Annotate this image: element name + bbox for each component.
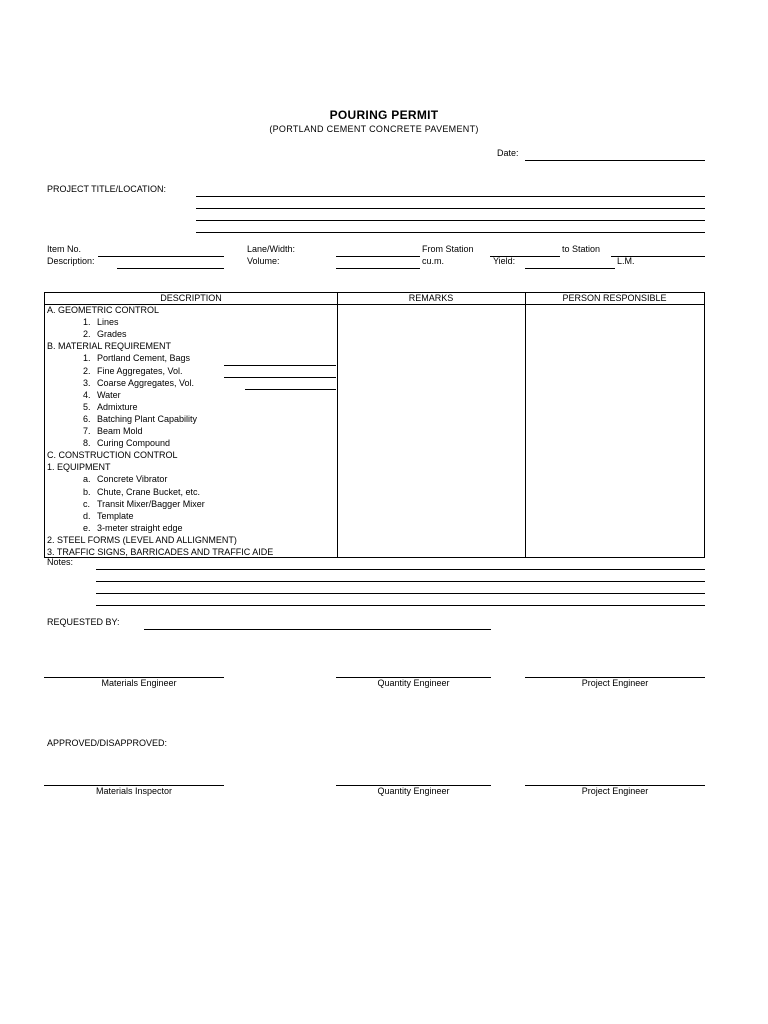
lane-width-field[interactable] [336,256,420,257]
table-row-label: Admixture [97,401,138,412]
project-engineer-label: Project Engineer [581,786,649,796]
notes-line-1[interactable] [96,569,705,570]
table-section-heading: 3. TRAFFIC SIGNS, BARRICADES AND TRAFFIC AIDE [47,547,274,557]
header-remarks: REMARKS [408,293,454,303]
table-row-label: Fine Aggregates, Vol. [97,365,183,376]
description-field[interactable] [117,268,224,269]
table-row-number: 6. [83,413,91,424]
yield-field[interactable] [525,268,615,269]
header-description: DESCRIPTION [160,293,222,303]
column-divider [525,293,526,557]
table-row-label: Concrete Vibrator [97,474,168,485]
lm-label: L.M. [617,256,635,266]
fine-aggregates-field[interactable] [224,377,336,378]
table-row-label: Coarse Aggregates, Vol. [97,377,195,388]
materials-inspector-label: Materials Inspector [95,786,173,796]
column-divider [337,293,338,557]
table-row-label: Batching Plant Capability [97,413,198,424]
quantity-engineer-label: Quantity Engineer [377,678,450,688]
table-row-number: 3. [83,377,91,388]
project-title-line-3[interactable] [196,220,705,221]
table-row-number: 8. [83,438,91,449]
table-row-label: Chute, Crane Bucket, etc. [97,486,201,497]
from-station-label: From Station [422,244,474,254]
cum-label: cu.m. [422,256,445,266]
requested-by-field[interactable] [144,629,491,630]
form-subtitle: (PORTLAND CEMENT CONCRETE PAVEMENT) [269,124,479,134]
date-field[interactable] [525,160,705,161]
table-row-number: d. [83,510,91,521]
table-row-number: a. [83,474,91,485]
materials-engineer-label: Materials Engineer [101,678,177,688]
inspection-table [44,292,705,558]
table-row-number: 1. [83,353,91,364]
item-no-field[interactable] [98,256,224,257]
table-row-label: Portland Cement, Bags [97,353,191,364]
date-label: Date: [497,148,519,158]
table-row-label: Transit Mixer/Bagger Mixer [97,498,205,509]
table-section-heading: 1. EQUIPMENT [47,462,111,473]
table-row-label: 3-meter straight edge [97,522,183,533]
table-row-number: 1. [83,317,91,328]
notes-line-4[interactable] [96,605,705,606]
project-title-label: PROJECT TITLE/LOCATION: [47,184,167,194]
yield-label: Yield: [493,256,516,266]
notes-line-3[interactable] [96,593,705,594]
to-station-label: to Station [562,244,601,254]
table-row-label: Template [97,510,134,521]
item-no-label: Item No. [47,244,82,254]
table-row-label: Water [97,389,121,400]
table-section-heading: B. MATERIAL REQUIREMENT [47,341,172,352]
cement-bags-field[interactable] [224,365,336,366]
table-row-number: e. [83,522,91,533]
table-row-label: Lines [97,317,119,328]
table-section-heading: 2. STEEL FORMS (LEVEL AND ALLIGNMENT) [47,534,237,545]
approved-label: APPROVED/DISAPPROVED: [47,738,168,748]
header-person-responsible: PERSON RESPONSIBLE [562,293,667,303]
project-title-line-4[interactable] [196,232,705,233]
project-title-line-1[interactable] [196,196,705,197]
table-section-heading: C. CONSTRUCTION CONTROL [47,450,178,461]
table-section-heading: A. GEOMETRIC CONTROL [47,305,160,315]
description-label: Description: [47,256,95,266]
project-title-line-2[interactable] [196,208,705,209]
quantity-engineer-label: Quantity Engineer [377,786,450,796]
table-row-number: 7. [83,426,91,436]
table-row-number: 2. [83,365,91,376]
table-row-number: b. [83,486,91,497]
notes-line-2[interactable] [96,581,705,582]
lane-width-label: Lane/Width: [247,244,296,254]
table-row-label: Beam Mold [97,426,143,436]
coarse-aggregates-field[interactable] [245,389,336,390]
notes-label: Notes: [47,557,74,567]
table-row-number: c. [83,498,91,509]
table-row-number: 2. [83,329,91,340]
table-row-number: 4. [83,389,91,400]
volume-field[interactable] [336,268,420,269]
table-row-label: Grades [97,329,127,340]
form-title: POURING PERMIT [329,108,439,122]
table-row-number: 5. [83,401,91,412]
requested-by-label: REQUESTED BY: [47,617,120,627]
project-engineer-label: Project Engineer [581,678,649,688]
table-row-label: Curing Compound [97,438,171,449]
volume-label: Volume: [247,256,280,266]
